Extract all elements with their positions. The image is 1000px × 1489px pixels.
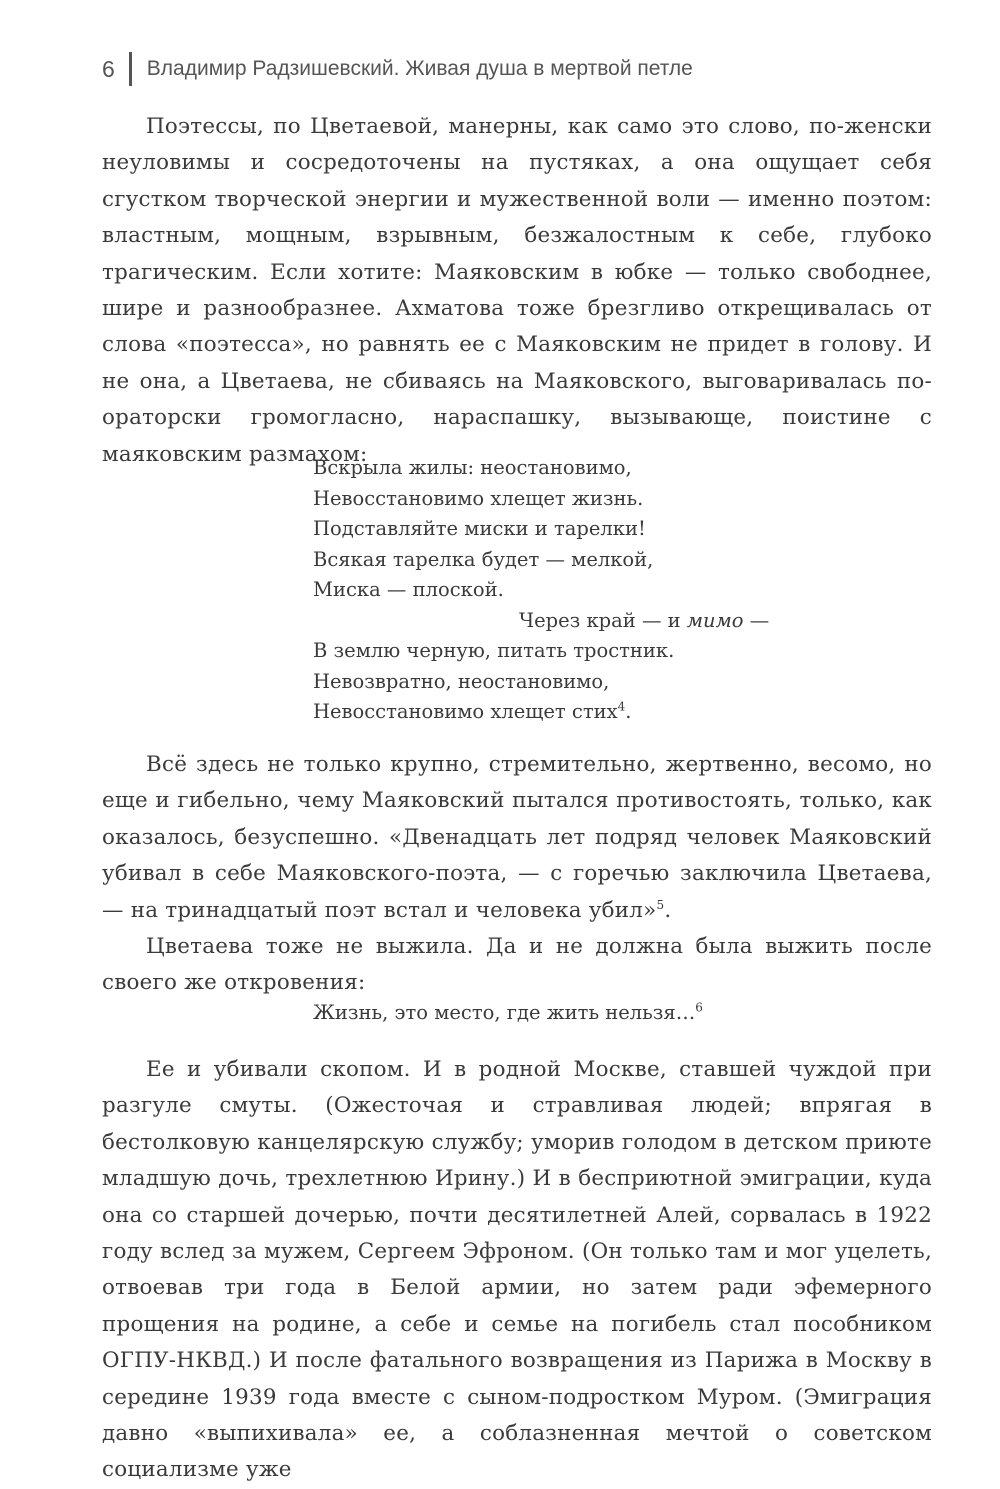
paragraph-2-end: .: [664, 897, 672, 923]
header-separator: [129, 52, 132, 86]
verse-line: Невозвратно, неостановимо,: [313, 669, 610, 693]
footnote-ref-5: 5: [656, 897, 665, 912]
verse-line: Невосстановимо хлещет жизнь.: [313, 486, 644, 510]
verse-2: [313, 998, 703, 1029]
verse-text: .: [625, 700, 632, 723]
verse-text: Невосстановимо хлещет стих: [313, 700, 618, 723]
paragraph-4-block: [102, 1052, 932, 1489]
verse-line: Подставляйте миски и тарелки!: [313, 517, 646, 540]
running-header: [102, 52, 940, 86]
verse-text: Жизнь, это место, где жить нельзя…: [313, 1001, 696, 1024]
paragraph-1-block: [102, 109, 932, 473]
paragraph-2: [102, 747, 932, 929]
verse-text: —: [743, 608, 770, 632]
running-title: Владимир Радзишевский. Живая душа в мертвой петле: [146, 57, 693, 80]
verse-text: Через край — и: [519, 608, 687, 632]
paragraph-3: Цветаева тоже не выжила. Да и не должна была выжить после своего же откровения:: [102, 934, 932, 996]
footnote-ref-4: 4: [617, 699, 626, 714]
page-number: 6: [102, 55, 115, 82]
verse-line-indented: [313, 606, 769, 637]
verse-line-last: [313, 697, 769, 728]
verse-line: Всякая тарелка будет — мелкой,: [313, 547, 654, 571]
verse-1: [313, 453, 769, 728]
verse-line: [313, 998, 703, 1029]
verse-line: В землю черную, питать тростник.: [313, 639, 675, 662]
verse-line: Миска — плоской.: [313, 578, 504, 601]
paragraph-2-block: [102, 747, 932, 1002]
paragraph-4: Ее и убивали скопом. И в родной Москве, ставшей чуждой при разгуле смуты. (Ожесточая и стравливая людей; впрягая в бестолковую канцелярскую службу; уморив голодом в детском приюте младшую дочь, трехлетнюю Ирину.) И в бесприютной эмиграции, куда она со старшей дочерью, почти десятилетней Алей, сорвалась в 1922 году вслед за мужем, Сергеем Эфроном. (Он только там и мог уцелеть, отвоевав три года в Белой армии, но затем ради эфемерного прощения на родине, а себе и семье на погибель стал пособником ОГПУ-НКВД.) И после фатального возвращения из Парижа в Москву в середине 1939 года вместе с сыном-подростком Муром. (Эмиграция давно «выпихивала» ее, а соблазненная мечтой о советском социализме уже: [102, 1057, 932, 1483]
verse-line: Вскрыла жилы: неостановимо,: [313, 456, 632, 479]
paragraph-2-text: Всё здесь не только крупно, стремительно, жертвенно, весомо, но еще и гибельно, чему Маяковский пытался противостоять, только, как оказалось, безуспешно. «Двенадцать лет подряд человек Маяковский убивал в себе Маяковского-поэта, — с горечью заключила Цветаева, — на тринадцатый поэт встал и человека убил»: [102, 752, 932, 923]
paragraph-1: Поэтессы, по Цветаевой, манерны, как само это слово, по-женски неуловимы и сосредоточены на пустяках, а она ощущает себя сгустком творческой энергии и мужественной воли — именно поэтом: властным, мощным, взрывным, безжалостным к себе, глубоко трагическим. Если хотите: Маяковским в юбке — только свободнее, шире и разнообразнее. Ахматова тоже брезгливо открещивалась от слова «поэтесса», но равнять ее с Маяковским не придет в голову. И не она, а Цветаева, не сбиваясь на Маяковского, выговаривалась по-ораторски громогласно, нараспашку, вызывающе, поистине с маяковским размахом:: [102, 114, 932, 467]
verse-emphasis: мимо: [686, 608, 744, 632]
footnote-ref-6: 6: [695, 1000, 703, 1015]
